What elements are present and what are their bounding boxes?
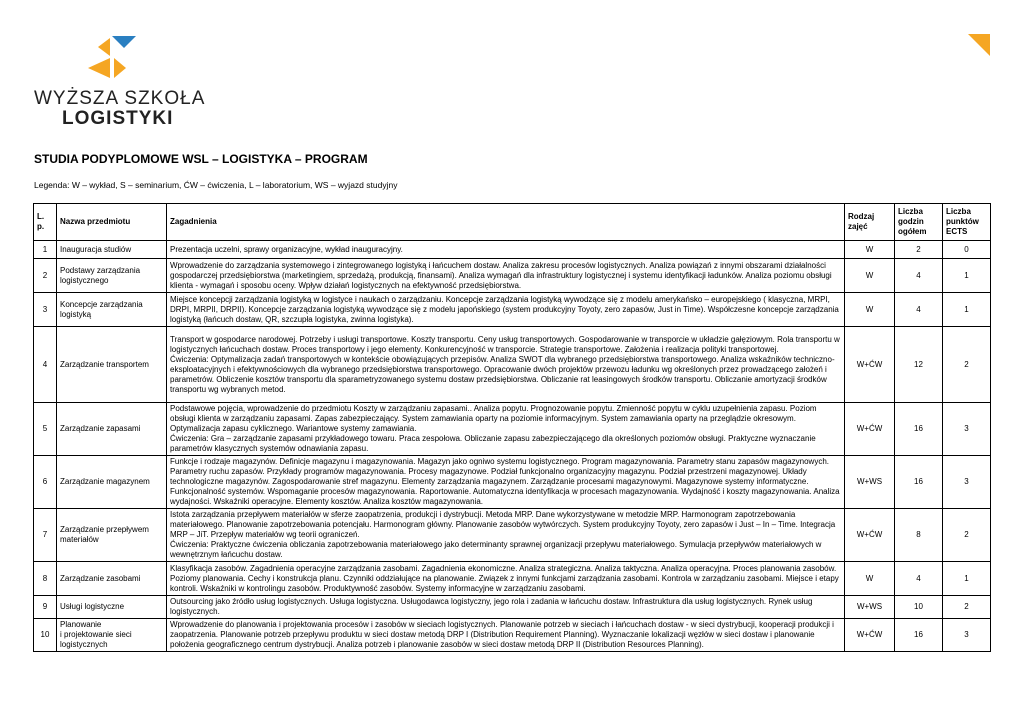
cell-lp: 8 bbox=[34, 562, 57, 596]
cell-lp: 3 bbox=[34, 293, 57, 327]
header-ects: Liczba punktów ECTS bbox=[943, 204, 991, 241]
page-title: STUDIA PODYPLOMOWE WSL – LOGISTYKA – PROGRAM bbox=[34, 152, 368, 166]
program-table bbox=[33, 203, 991, 652]
cell-ects: 1 bbox=[943, 293, 991, 327]
cell-hours: 4 bbox=[895, 259, 943, 293]
cell-topics: Wprowadzenie do planowania i projektowania procesów i zasobów w sieciach logistycznych. Planowanie potrzeb w sieciach i łańcuchach dostaw - w sieci dystrybucji, kooperacji produkcji i zaopatrzenia. Planowanie potrzeb przepływu produktu w sieci dostaw metodą DRP I (Distribution Requirement Planning). Wyznaczanie lokalizacji węzłów w sieci dostaw i planowanie położenia geograficznego centrum dystrybucji. Analiza potrzeb i planowanie zasobów w sieci dostaw metodą DRP II (Distribution Resources Planning). bbox=[167, 619, 845, 652]
cell-topics: Transport w gospodarce narodowej. Potrzeby i usługi transportowe. Koszty transportu. Ceny usług transportowych. Gospodarowanie w transporcie w układzie gałęziowym. Rola transportu w logistycznych łańcuchach dostaw. Proces transportowy i jego elementy. Konkurencyjność w transporcie. Strategie transportowe. Założenia i realizacja polityki transportowej. Ćwiczenia: Optymalizacja zadań transportowych w kontekście obowiązujących przepisów. Analiza SWOT dla wybranego przedsiębiorstwa transportowego. Analiza wskaźników techniczno-eksploatacyjnych i efektywnościowych dla wybranego przedsiębiorstwa transportowego. Opracowanie dwóch projektów przewozu ładunku wg określonych przez prowadzącego założeń i parametrów. Obliczenie kosztów transportu dla sparametryzowanego systemu dostaw przedsiębiorstwa. Obliczanie rat leasingowych środków transportu. Obliczanie amortyzacji środków transportu wg wybranych metod. bbox=[167, 327, 845, 403]
cell-topics: Funkcje i rodzaje magazynów. Definicje magazynu i magazynowania. Magazyn jako ogniwo systemu logistycznego. Program magazynowania. Parametry stanu zapasów magazynowych. Parametry ruchu zapasów. Przykłady programów magazynowania. Procesy magazynowe. Podział funkcjonalno organizacyjny magazynu. Podział przestrzeni magazynowej. Układy technologiczne magazynów. Zagospodarowanie stref magazynu. Elementy zarządzania magazynem. Zarządzanie procesami magazynowymi. Magazynowe systemy informatyczne. Funkcjonalność systemów. Wspomaganie procesów magazynowania. Raportowanie. Automatyczna identyfikacja w procesach magazynowania. Wydajność i koszty magazynowania. Analiza wydajności. Wskaźniki operacyjne. Elementy kosztów. Analiza kosztów magazynowania. bbox=[167, 456, 845, 509]
table-header-row bbox=[34, 204, 991, 241]
cell-ects: 1 bbox=[943, 562, 991, 596]
cell-hours: 12 bbox=[895, 327, 943, 403]
table-row bbox=[34, 619, 991, 652]
header-name: Nazwa przedmiotu bbox=[57, 204, 167, 241]
logo-mark-icon bbox=[84, 32, 140, 82]
cell-hours: 8 bbox=[895, 509, 943, 562]
cell-subject-name: Koncepcje zarządzania logistyką bbox=[57, 293, 167, 327]
cell-class-type: W bbox=[845, 293, 895, 327]
table-row bbox=[34, 293, 991, 327]
cell-topics: Prezentacja uczelni, sprawy organizacyjne, wykład inauguracyjny. bbox=[167, 241, 845, 259]
cell-lp: 6 bbox=[34, 456, 57, 509]
cell-class-type: W+ĆW bbox=[845, 509, 895, 562]
table-row bbox=[34, 403, 991, 456]
cell-subject-name: Podstawy zarządzania logistycznego bbox=[57, 259, 167, 293]
cell-topics: Klasyfikacja zasobów. Zagadnienia operacyjne zarządzania zasobami. Zagadnienia ekonomiczne. Analiza strategiczna. Analiza taktyczna. Analiza operacyjna. Proces planowania zasobów. Poziomy planowania. Cechy i konstrukcja planu. Czynniki oddziałujące na planowanie. Związek z innymi funkcjami zarządzania zasobami. Kontrola w zarządzaniu zasobami. Miejsce i etapy kontroli. Wskaźniki w kontrolingu zasobów. Produktywność zasobów. Systemy informacyjne w zarządzaniu zasobami. bbox=[167, 562, 845, 596]
table-row bbox=[34, 327, 991, 403]
cell-subject-name: Zarządzanie magazynem bbox=[57, 456, 167, 509]
cell-lp: 9 bbox=[34, 596, 57, 619]
cell-ects: 3 bbox=[943, 403, 991, 456]
cell-subject-name: Zarządzanie zasobami bbox=[57, 562, 167, 596]
table-row bbox=[34, 509, 991, 562]
logo-text-line2: LOGISTYKI bbox=[62, 108, 174, 129]
cell-topics: Outsourcing jako źródło usług logistycznych. Usługa logistyczna. Usługodawca logistyczny, jego rola i zadania w łańcuchu dostaw. Infrastruktura dla usług logistycznych. Rynek usług logistycznych. bbox=[167, 596, 845, 619]
logo bbox=[34, 32, 206, 132]
cell-lp: 1 bbox=[34, 241, 57, 259]
cell-class-type: W bbox=[845, 241, 895, 259]
table-row bbox=[34, 456, 991, 509]
cell-hours: 4 bbox=[895, 293, 943, 327]
cell-topics: Miejsce koncepcji zarządzania logistyką w logistyce i naukach o zarządzaniu. Koncepcje zarządzania logistyką wywodzące się z modelu amerykańsko – europejskiego ( klasyczna, MRPI, DRPI, MRPII, DRPII). Koncepcje zarządzania logistyką wywodzące się z modelu japońskiego (system produkcyjny Toyoty, zero zapasów, Just in Time). Współczesne koncepcje zarządzania logistyką (łańcuch dostaw, QR, szczupła logistyka, zwinna logistyka). bbox=[167, 293, 845, 327]
cell-lp: 2 bbox=[34, 259, 57, 293]
table-row bbox=[34, 241, 991, 259]
logo-text-line1: WYŻSZA SZKOŁA bbox=[34, 88, 206, 109]
cell-class-type: W+WS bbox=[845, 596, 895, 619]
table-row bbox=[34, 596, 991, 619]
cell-ects: 3 bbox=[943, 619, 991, 652]
cell-lp: 7 bbox=[34, 509, 57, 562]
cell-lp: 10 bbox=[34, 619, 57, 652]
cell-hours: 16 bbox=[895, 403, 943, 456]
cell-hours: 16 bbox=[895, 619, 943, 652]
cell-subject-name: Usługi logistyczne bbox=[57, 596, 167, 619]
cell-ects: 2 bbox=[943, 596, 991, 619]
cell-class-type: W+WS bbox=[845, 456, 895, 509]
cell-ects: 3 bbox=[943, 456, 991, 509]
header-topics: Zagadnienia bbox=[167, 204, 845, 241]
cell-subject-name: Zarządzanie przepływem materiałów bbox=[57, 509, 167, 562]
cell-subject-name: Planowanie i projektowanie sieci logistycznych bbox=[57, 619, 167, 652]
cell-class-type: W+ĆW bbox=[845, 327, 895, 403]
cell-class-type: W+ĆW bbox=[845, 619, 895, 652]
header-type: Rodzaj zajęć bbox=[845, 204, 895, 241]
corner-triangle-icon bbox=[968, 34, 990, 61]
legend: Legenda: W – wykład, S – seminarium, ĆW – ćwiczenia, L – laboratorium, WS – wyjazd studyjny bbox=[34, 180, 398, 190]
cell-hours: 4 bbox=[895, 562, 943, 596]
cell-subject-name: Inauguracja studiów bbox=[57, 241, 167, 259]
table-row bbox=[34, 562, 991, 596]
cell-topics: Podstawowe pojęcia, wprowadzenie do przedmiotu Koszty w zarządzaniu zapasami.. Analiza popytu. Prognozowanie popytu. Zmienność popytu w cyklu uzupełnienia zapasu. Poziom obsługi klienta w zarządzaniu zapasami. Zapas zabezpieczający. System zamawiania oparty na poziomie informacyjnym. System zamawiania oparty na przeglądzie okresowym. Optymalizacja zapasu cyklicznego. Wariantowe systemy zamawiania. Ćwiczenia: Gra – zarządzanie zapasami przykładowego towaru. Praca zespołowa. Obliczanie zapasu zabezpieczającego dla określonych poziomów obsługi. Praktyczne wyznaczanie parametrów klasycznych systemów odnawiania zapasu. bbox=[167, 403, 845, 456]
header-hours: Liczba godzin ogółem bbox=[895, 204, 943, 241]
cell-class-type: W bbox=[845, 259, 895, 293]
cell-class-type: W+ĆW bbox=[845, 403, 895, 456]
cell-hours: 10 bbox=[895, 596, 943, 619]
cell-lp: 4 bbox=[34, 327, 57, 403]
cell-subject-name: Zarządzanie transportem bbox=[57, 327, 167, 403]
cell-class-type: W bbox=[845, 562, 895, 596]
cell-ects: 1 bbox=[943, 259, 991, 293]
cell-ects: 2 bbox=[943, 509, 991, 562]
table-row bbox=[34, 259, 991, 293]
cell-ects: 0 bbox=[943, 241, 991, 259]
cell-hours: 2 bbox=[895, 241, 943, 259]
cell-topics: Istota zarządzania przepływem materiałów w sferze zaopatrzenia, produkcji i dystrybucji. Metoda MRP. Dane wykorzystywane w metodzie MRP. Harmonogram zapotrzebowania materiałowego. Planowanie zapotrzebowania potencjału. Harmonogram główny. Planowanie zasobów wytwórczych. System produkcyjny Toyoty, zero zapasów i Just – In – Time. Integracja MRP – JiT. Przepływ materiałów wg teorii ograniczeń. Ćwiczenia: Praktyczne ćwiczenia obliczania zapotrzebowania materiałowego jako determinanty sprawnej organizacji przepływu materiałowego. Symulacja przepływów materiałowych w wewnętrznym łańcuchu dostaw. bbox=[167, 509, 845, 562]
cell-subject-name: Zarządzanie zapasami bbox=[57, 403, 167, 456]
cell-ects: 2 bbox=[943, 327, 991, 403]
cell-topics: Wprowadzenie do zarządzania systemowego i zintegrowanego logistyką i łańcuchem dostaw. Analiza zakresu procesów logistycznych. Analiza powiązań z innymi obszarami działalności gospodarczej przedsiębiorstwa (marketingiem, sprzedażą, produkcją, finansami). Analiza wymagań dla infrastruktury logistycznej i systemu identyfikacji ładunków. Analiza poziomu obsługi klienta - wymagań i sposobu oceny. Wpływ działań logistycznych na efektywność przedsiębiorstwa. bbox=[167, 259, 845, 293]
header-lp: L. p. bbox=[34, 204, 57, 241]
cell-lp: 5 bbox=[34, 403, 57, 456]
cell-hours: 16 bbox=[895, 456, 943, 509]
